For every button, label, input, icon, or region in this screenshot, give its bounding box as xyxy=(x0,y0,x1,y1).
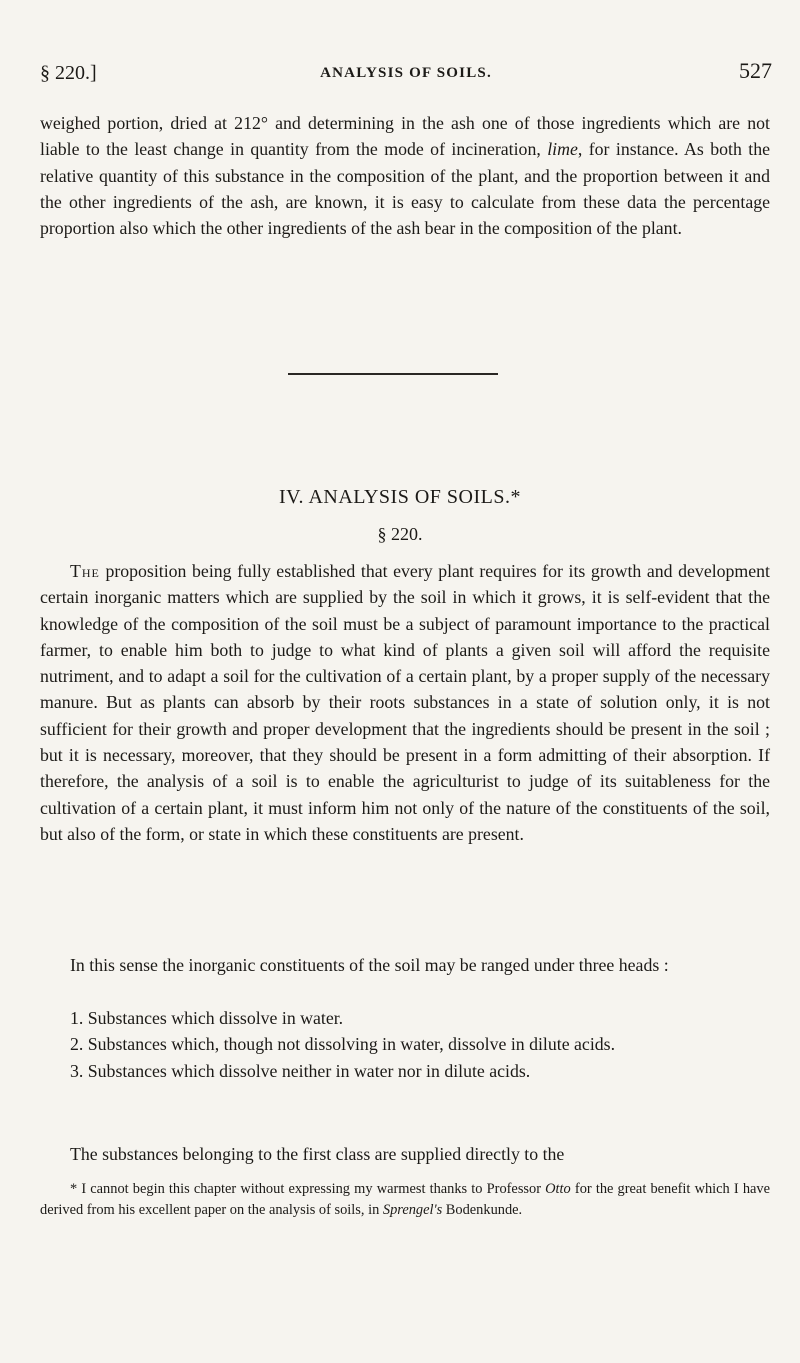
sense-paragraph: In this sense the inorganic constituents of the soil may be ranged under three heads : xyxy=(70,955,669,975)
page-number: 527 xyxy=(739,58,772,83)
list-item: 1. Substances which dissolve in water. xyxy=(70,1008,344,1028)
list-item: 2. Substances which, though not dissolving in water, dissolve in dilute acids. xyxy=(70,1034,616,1055)
italic-term: lime xyxy=(547,139,578,160)
lead-word: The xyxy=(70,561,100,581)
substance-list xyxy=(40,1005,770,1084)
section-divider xyxy=(288,373,498,375)
section-reference: § 220.] xyxy=(40,62,97,84)
running-header xyxy=(40,58,772,92)
running-title: ANALYSIS OF SOILS. xyxy=(320,65,492,81)
closing-line: The substances belonging to the first class are supplied directly to the xyxy=(70,1144,565,1164)
list-item: 3. Substances which dissolve neither in water nor in dilute acids. xyxy=(70,1060,531,1081)
section-number: § 220. xyxy=(377,524,423,544)
main-paragraph: The proposition being fully established that every plant requires for its growth and development certain inorganic matters which are supplied by the soil in which it grows, it is self-evident that the knowledge of the composition of the soil must be a subject of paramount importance to the practical farmer, to enable him both to judge to what kind of plants a given soil will afford the requisite nutriment, and to adapt a soil for the cultivation of a certain plant, by a proper supply of the necessary manure. But as plants can absorb by their roots substances in a state of solution only, it is not sufficient for their growth and proper development that the ingredients should be present in the soil ; but it is necessary, moreover, that they should be present in a form admitting of their absorption. If therefore, the analysis of a soil is to enable the agriculturist to judge of its suitableness for the cultivation of a certain plant, it must inform him not only of the nature of the constituents of the soil, but also of the form, or state in which these constituents are present. xyxy=(40,561,770,844)
intro-paragraph: weighed portion, dried at 212° and determining in the ash one of those ingredients which are not liable to the least change in quantity from the mode of incineration, lime, for instance. As both the relative quantity of this substance in the composition of the plant, and the proportion between it and the other ingredients of the ash, are known, it is easy to calculate from these data the percentage proportion also which the other ingredients of the ash bear in the composition of the plant. xyxy=(40,113,770,239)
footnote: * I cannot begin this chapter without expressing my warmest thanks to Professor Otto for the great benefit which I have derived from his excellent paper on the analysis of soils, in Sprengel's Bodenkunde. xyxy=(40,1181,770,1218)
chapter-heading: IV. ANALYSIS OF SOILS.* xyxy=(279,486,521,508)
